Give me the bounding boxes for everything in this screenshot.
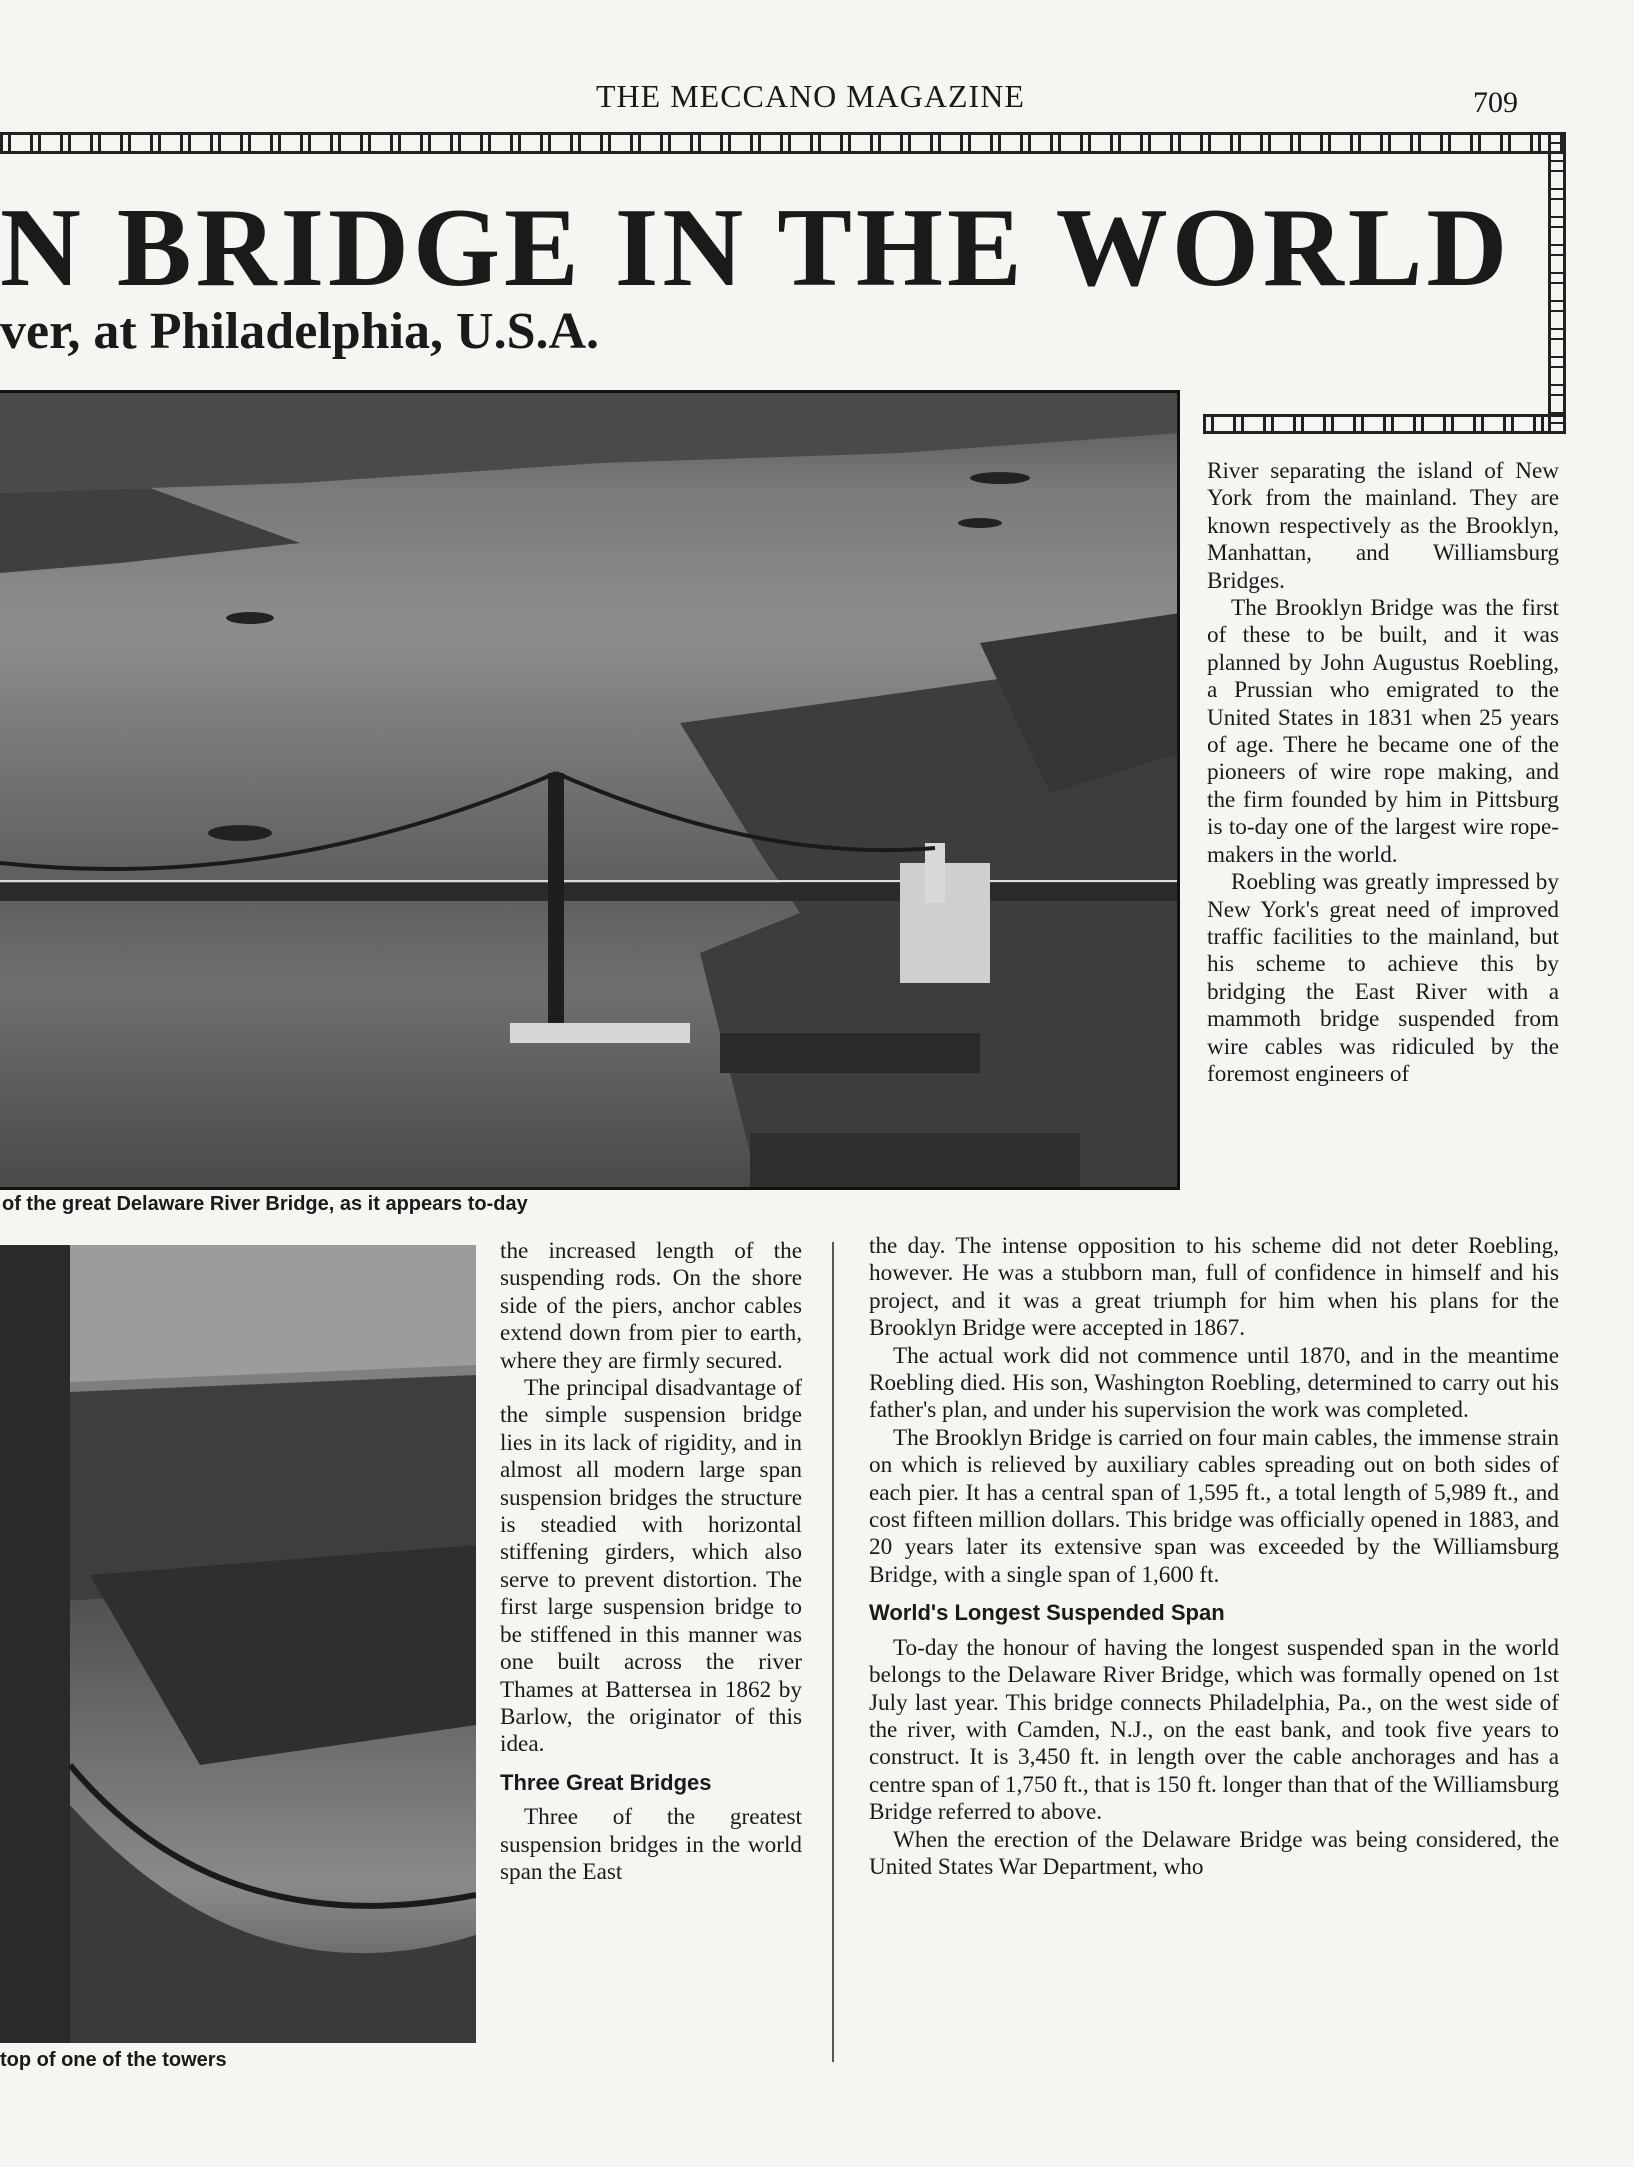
- tower-view-photo: [0, 1245, 476, 2043]
- column-divider: [832, 1242, 834, 2062]
- article-paragraph: the increased length of the suspending rods. On the shore side of the piers, anchor cables extend down from pier to earth, where they are firmly secured.: [500, 1238, 802, 1374]
- article-paragraph: Three of the greatest suspension bridges in the world span the East: [500, 1804, 802, 1885]
- right-column-bottom: [869, 1233, 1559, 1881]
- bridge-aerial-illustration: [0, 393, 1180, 1190]
- article-paragraph: The Brooklyn Bridge was the first of these to be built, and it was planned by John Augustus Roebling, a Prussian who emigrated to the United States in 1831 when 25 years of age. There he became one of the pioneers of wire rope making, and the firm founded by him in Pittsburg is to-day one of the largest wire rope-makers in the world.: [1207, 595, 1559, 868]
- page-headline: N BRIDGE IN THE WORLD: [0, 186, 1512, 310]
- narrow-column: [500, 1238, 802, 1886]
- article-paragraph: River separating the island of New York from the mainland. They are known respectively as the Brooklyn, Manhattan, and Williamsburg Bridges.: [1207, 458, 1559, 594]
- page-subheadline: ver, at Philadelphia, U.S.A.: [0, 303, 600, 360]
- article-paragraph: The Brooklyn Bridge is carried on four main cables, the immense strain on which is relieved by auxiliary cables spreading out on both sides of each pier. It has a central span of 1,595 ft., a total length of 5,989 ft., and cost fifteen million dollars. This bridge was officially opened in 1883, and 20 years later its extensive span was exceeded by the Williamsburg Bridge, with a single span of 1,600 ft.: [869, 1424, 1559, 1588]
- decorative-border-right: [1548, 132, 1566, 434]
- article-paragraph: The actual work did not commence until 1870, and in the meantime Roebling died. His son, Washington Roebling, determined to carry out his father's plan, and under his supervision the work was completed.: [869, 1342, 1559, 1424]
- page-number: 709: [1473, 86, 1518, 119]
- article-paragraph: The principal disadvantage of the simple suspension bridge lies in its lack of rigidity, and in almost all modern large span suspension bridges the structure is steadied with horizontal stiffening girders, which also serve to prevent distortion. The first large suspension bridge to be stiffened in this manner was one built across the river Thames at Battersea in 1862 by Barlow, the originator of this idea.: [500, 1375, 802, 1758]
- running-head: THE MECCANO MAGAZINE: [596, 78, 1025, 114]
- article-paragraph: the day. The intense opposition to his scheme did not deter Roebling, however. He was a stubborn man, full of confidence in himself and his project, and it was a great triumph for him when his plans for the Brooklyn Bridge were accepted in 1867.: [869, 1233, 1559, 1342]
- decorative-border-top: [0, 132, 1566, 154]
- article-paragraph: When the erection of the Delaware Bridge was being considered, the United States War Department, who: [869, 1826, 1559, 1880]
- tower-view-illustration: [0, 1245, 476, 2043]
- article-paragraph: Roebling was greatly impressed by New York's great need of improved traffic facilities to the mainland, but his scheme to achieve this by bridging the East River with a mammoth bridge suspended from wire cables was ridiculed by the foremost engineers of: [1207, 869, 1559, 1087]
- right-column-top: [1207, 458, 1559, 1088]
- section-heading: World's Longest Suspended Span: [869, 1600, 1225, 1626]
- photo1-caption: of the great Delaware River Bridge, as it appears to-day: [2, 1193, 528, 1215]
- decorative-border-bottom: [1203, 414, 1566, 434]
- photo2-caption: top of one of the towers: [0, 2049, 227, 2071]
- article-paragraph: To-day the honour of having the longest suspended span in the world belongs to the Delaware River Bridge, which was formally opened on 1st July last year. This bridge connects Philadelphia, Pa., on the west side of the river, with Camden, N.J., on the east bank, and took five years to construct. It is 3,450 ft. in length over the cable anchorages and has a centre span of 1,750 ft., that is 150 ft. longer than that of the Williamsburg Bridge referred to above.: [869, 1634, 1559, 1826]
- section-heading: Three Great Bridges: [500, 1769, 712, 1795]
- bridge-aerial-photo: [0, 390, 1180, 1190]
